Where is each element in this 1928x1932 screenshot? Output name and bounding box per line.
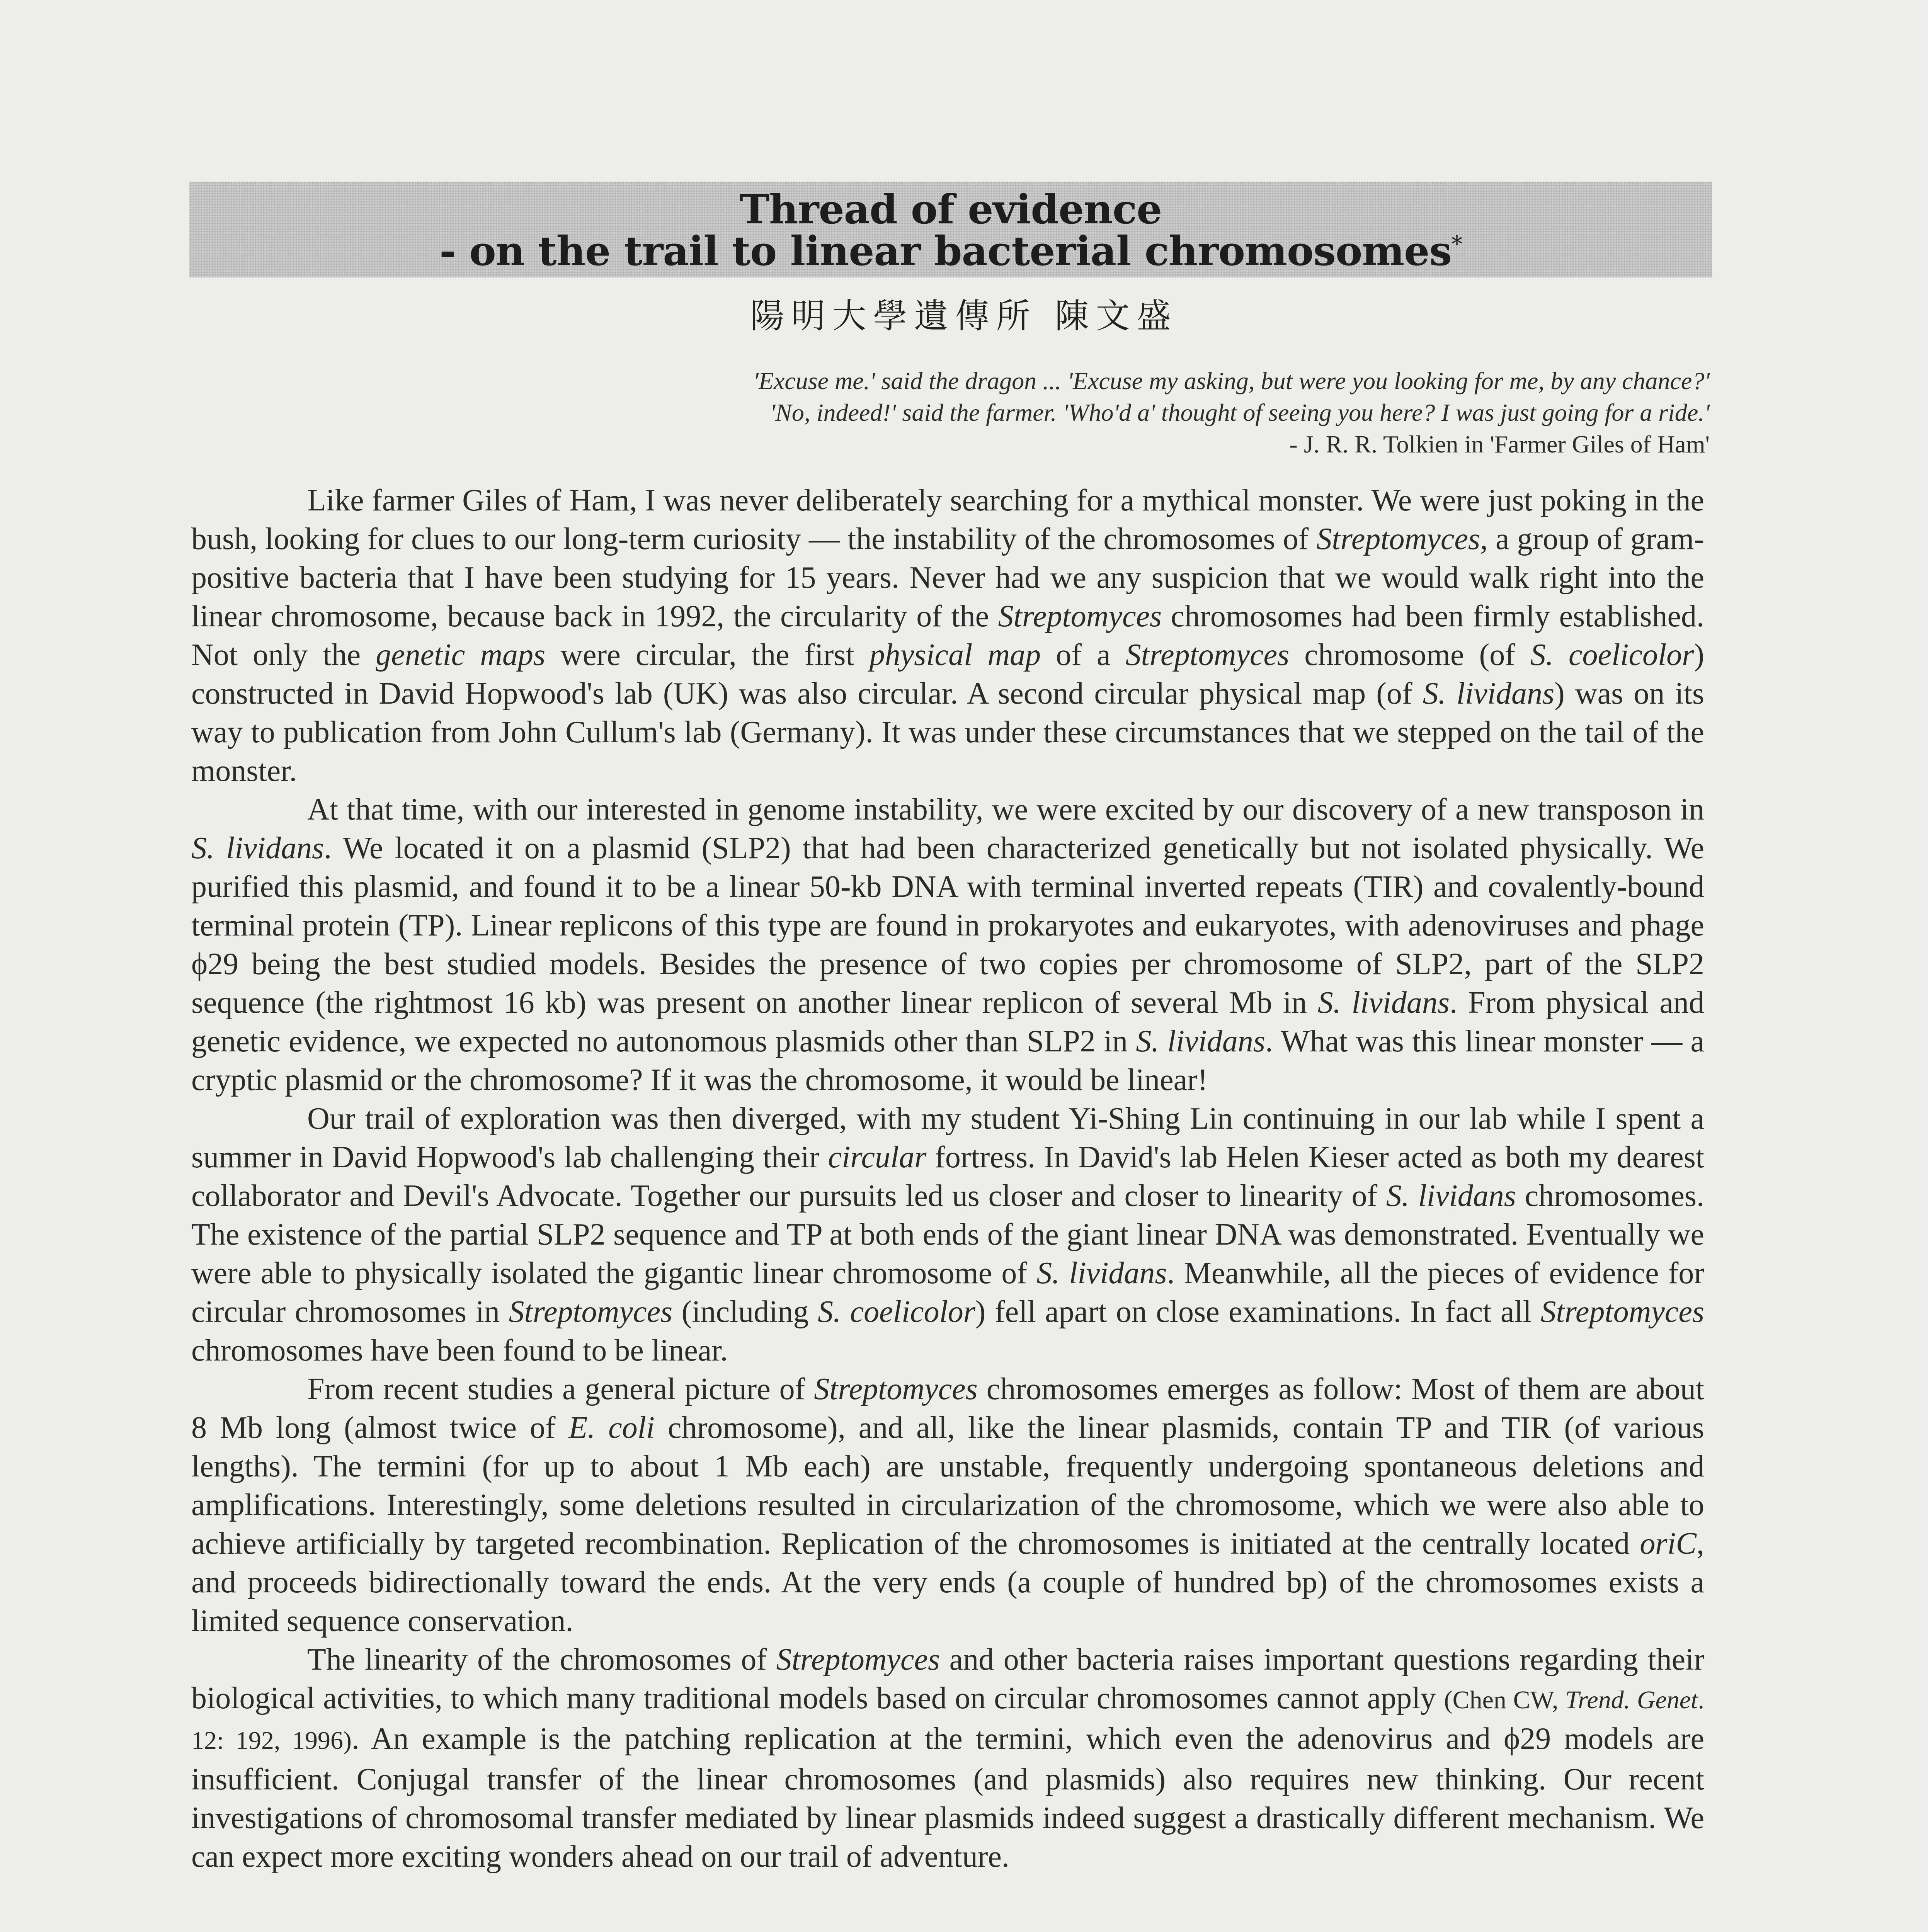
italic-term: S. coelicolor bbox=[818, 1295, 975, 1329]
text-run: . An example is the patching replication at the termini, which even the adenovirus and ϕ29 models are insufficient. Conjugal transfer of the linear chromosomes (and plasmids) also requires new thinking. Our recent investigations of chromosomal transfer mediated by linear plasmids indeed suggest a drastically different mechanism. We can expect more exciting wonders ahead on our trail of adventure. bbox=[191, 1722, 1704, 1874]
italic-term: Streptomyces bbox=[998, 599, 1162, 633]
author-line: 陽明大學遺傳所 陳文盛 bbox=[750, 296, 1178, 336]
text-run: , and proceeds bidirectionally toward the ends. At the very ends (a couple of hundred bp) of the chromosomes exists a limited sequence conservation. bbox=[191, 1527, 1704, 1638]
epigraph bbox=[318, 365, 1710, 460]
text-run: were circular, the first bbox=[545, 638, 870, 672]
epigraph-line-1: 'Excuse me.' said the dragon ... 'Excuse my asking, but were you looking for me, by any chance?' bbox=[753, 367, 1710, 395]
text-run: Our trail of exploration was then diverged, with my student Yi-Shing Lin continuing in our lab while I spent a summer in David Hopwood's lab challenging their bbox=[191, 1102, 1704, 1174]
text-run: , a group of gram-positive bacteria that I have been studying for 15 years. Never had we any suspicion that we would walk right into the linear chromosome, because back in 1992, the circularity of the bbox=[191, 522, 1704, 633]
text-run: fortress. In David's lab Helen Kieser acted as both my dearest collaborator and Devil's Advocate. Together our pursuits led us closer and closer to linearity of bbox=[191, 1140, 1704, 1213]
italic-term: S. lividans bbox=[1317, 986, 1450, 1020]
text-run: chromosome), and all, like the linear plasmids, contain TP and TIR (of various lengths). The termini (for up to about 1 Mb each) are unstable, frequently undergoing spontaneous deletions and amplifications. Interestingly, some deletions resulted in circularization of the chromosome, which we were also able to achieve artificially by targeted recombination. Replication of the chromosomes is initiated at the centrally located bbox=[191, 1411, 1705, 1561]
paragraph-4 bbox=[191, 1370, 1704, 1640]
text-run: chromosomes emerges as follow: Most of them are about 8 Mb long (almost twice of bbox=[191, 1372, 1705, 1445]
paragraph-5 bbox=[191, 1640, 1704, 1876]
paragraph-2 bbox=[191, 790, 1704, 1099]
text-run: chromosome (of bbox=[1289, 638, 1530, 672]
italic-term: Streptomyces bbox=[776, 1643, 940, 1677]
text-run: and other bacteria raises important questions regarding their biological activities, to which many traditional models based on circular chromosomes cannot apply bbox=[191, 1643, 1704, 1715]
italic-term: S. lividans bbox=[1136, 1024, 1265, 1058]
italic-term: genetic maps bbox=[376, 638, 546, 672]
italic-term: Streptomyces bbox=[1316, 522, 1480, 556]
italic-term: S. lividans bbox=[1423, 677, 1555, 711]
text-run: . We located it on a plasmid (SLP2) that had been characterized genetically but not isolated physically. We purified this plasmid, and found it to be a linear 50-kb DNA with terminal inverted repeats (TIR) and covalently-bound terminal protein (TP). Linear replicons of this type are found in prokaryotes and eukaryotes, with adenoviruses and phage ϕ29 being the best studied models. Besides the presence of two copies per chromosome of SLP2, part of the SLP2 sequence (the rightmost 16 kb) was present on another linear replicon of several Mb in bbox=[191, 831, 1705, 1020]
text-run: chromosomes have been found to be linear. bbox=[191, 1333, 728, 1367]
text-run: (including bbox=[672, 1295, 818, 1329]
italic-term: Streptomyces bbox=[814, 1372, 978, 1406]
title-line-2 bbox=[189, 227, 1712, 275]
text-run: ) was on its way to publication from John Cullum's lab (Germany). It was under these circumstances that we stepped on the tail of the monster. bbox=[191, 677, 1705, 788]
text-run: . What was this linear monster — a cryptic plasmid or the chromosome? If it was the chromosome, it would be linear! bbox=[191, 1024, 1704, 1097]
text-run: ) constructed in David Hopwood's lab (UK) was also circular. A second circular physical map (of bbox=[191, 638, 1704, 711]
italic-term: circular bbox=[828, 1140, 927, 1174]
title-line-2-text: - on the trail to linear bacterial chromosomes bbox=[439, 227, 1452, 275]
title-footnote-mark: * bbox=[1452, 231, 1462, 257]
title-line-1: Thread of evidence bbox=[739, 185, 1162, 233]
paragraph-1 bbox=[191, 481, 1704, 790]
italic-term: physical map bbox=[869, 638, 1041, 672]
epigraph-attribution: - J. R. R. Tolkien in 'Farmer Giles of Ham' bbox=[1289, 430, 1710, 458]
citation-journal: Trend. Genet bbox=[1565, 1686, 1698, 1714]
citation-text: . 12: 192, 1996) bbox=[191, 1686, 1704, 1755]
italic-term: S. coelicolor bbox=[1530, 638, 1694, 672]
italic-term: S. lividans bbox=[191, 831, 324, 865]
italic-term: Streptomyces bbox=[1540, 1295, 1705, 1329]
italic-term: E. coli bbox=[568, 1411, 655, 1445]
citation-text: (Chen CW, bbox=[1444, 1686, 1566, 1714]
text-run: . From physical and genetic evidence, we expected no autonomous plasmids other than SLP2 in bbox=[191, 986, 1705, 1058]
article-body bbox=[191, 481, 1704, 1876]
epigraph-line-2: 'No, indeed!' said the farmer. 'Who'd a' thought of seeing you here? I was just going for a ride.' bbox=[770, 399, 1710, 426]
text-run: . Meanwhile, all the pieces of evidence for circular chromosomes in bbox=[191, 1256, 1704, 1329]
italic-term: Streptomyces bbox=[509, 1295, 673, 1329]
text-run: The linearity of the chromosomes of bbox=[307, 1643, 776, 1677]
text-run: of a bbox=[1041, 638, 1126, 672]
text-run: Like farmer Giles of Ham, I was never deliberately searching for a mythical monster. We were just poking in the bush, looking for clues to our long-term curiosity — the instability of the chromosomes of bbox=[191, 483, 1704, 556]
italic-term: S. lividans bbox=[1386, 1179, 1516, 1213]
text-run: chromosomes. The existence of the partial SLP2 sequence and TP at both ends of the giant linear DNA was demonstrated. Eventually we were able to physically isolated the gigantic linear chromosome of bbox=[191, 1179, 1705, 1290]
title-banner bbox=[189, 182, 1712, 277]
italic-term: Streptomyces bbox=[1125, 638, 1290, 672]
italic-term: oriC bbox=[1640, 1527, 1697, 1561]
text-run: From recent studies a general picture of bbox=[307, 1372, 814, 1406]
italic-term: S. lividans bbox=[1036, 1256, 1167, 1290]
text-run: chromosomes had been firmly established. Not only the bbox=[191, 599, 1705, 672]
text-run: ) fell apart on close examinations. In fact all bbox=[975, 1295, 1541, 1329]
paragraph-3 bbox=[191, 1099, 1704, 1370]
text-run: At that time, with our interested in genome instability, we were excited by our discovery of a new transposon in bbox=[307, 793, 1704, 827]
